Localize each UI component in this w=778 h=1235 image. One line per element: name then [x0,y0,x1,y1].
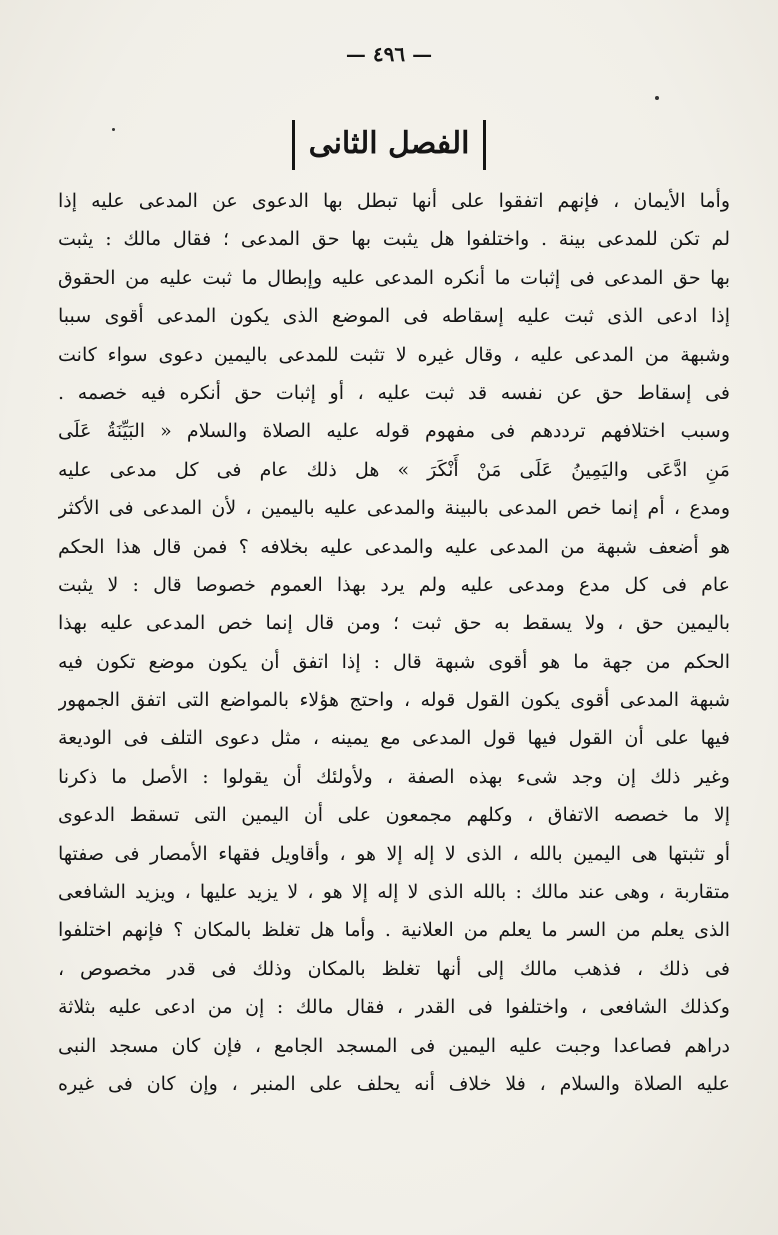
text-line: ومدع ، أم إنما خص المدعى بالبينة والمدعى عليه باليمين ، لأن المدعى فى الأكثر [58,497,730,520]
chapter-title: الفصل الثانى [292,120,487,170]
text-line: مَنِ ادَّعَى واليَمِينُ عَلَى مَنْ أَنْكَرَ » هل ذلك عام فى كل مدعى عليه [58,458,730,481]
chapter-title-wrapper [0,120,778,170]
text-line: فى ذلك ، فذهب مالك إلى أنها تغلظ بالمكان وذلك فى قدر مخصوص ، [58,957,730,980]
text-line: عام فى كل مدع ومدعى عليه ولم يرد بهذا العموم خصوصا قال : لا يثبت [58,573,730,596]
text-line: إذا ادعى الذى ثبت عليه إسقاطه فى الموضع الذى يكون المدعى أقوى سببا [58,305,730,328]
body-text [58,182,730,1103]
text-line: دراهم فصاعدا وجبت عليه اليمين فى المسجد الجامع ، فإن كان مسجد النبى [58,1034,730,1057]
text-line: وشبهة من المدعى عليه ، وقال غيره لا تثبت للمدعى باليمين دعوى سواء كانت [58,343,730,366]
text-line: هو أضعف شبهة من المدعى عليه والمدعى عليه بخلافه ؟ فمن قال هذا الحكم [58,535,730,558]
text-line: وغير ذلك إن وجد شىء بهذه الصفة ، ولأولئك أن يقولوا : الأصل ما ذكرنا [58,765,730,788]
text-line: لم تكن للمدعى بينة . واختلفوا هل يثبت بها حق المدعى ؛ فقال مالك : يثبت [58,228,730,251]
text-line: بها حق المدعى فى إثبات ما أنكره المدعى عليه وإبطال ما ثبت عليه من الحقوق [58,266,730,289]
text-line: فى إسقاط حق عن نفسه قد ثبت عليه ، أو إثبات حق أنكره فيه خصمه . [58,381,730,404]
text-line: عليه الصلاة والسلام ، فلا خلاف أنه يحلف على المنبر ، وإن كان فى غيره [58,1072,730,1095]
ink-speck [655,96,659,100]
page-number-header: — ٤٩٦ — [345,42,433,66]
text-line: متقاربة ، وهى عند مالك : بالله الذى لا إله إلا هو ، لا يزيد عليها ، ويزيد الشافعى [58,881,730,904]
text-line: وأما الأيمان ، فإنهم اتفقوا على أنها تبطل بها الدعوى عن المدعى عليه إذا [58,190,730,212]
ink-speck [112,128,115,131]
text-line: باليمين حق ، ولا يسقط به حق ثبت ؛ ومن قال إنما خص المدعى عليه بهذا [58,612,730,635]
text-line: شبهة المدعى أقوى يكون القول قوله ، واحتج هؤلاء بالمواضع التى اتفق الجمهور [58,689,730,712]
text-line: الذى يعلم من السر ما يعلم من العلانية . وأما هل تغلظ بالمكان ؟ فإنهم اختلفوا [58,919,730,942]
text-line: إلا ما خصصه الاتفاق ، وكلهم مجمعون على أن اليمين التى تسقط الدعوى [58,804,730,827]
text-line: فيها على أن القول فيها قول المدعى مع يمينه ، مثل دعوى التلف فى الوديعة [58,727,730,750]
text-line: وسبب اختلافهم ترددهم فى مفهوم قوله عليه الصلاة والسلام « البَيِّنَةُ عَلَى [58,420,730,443]
text-line: الحكم من جهة ما هو أقوى شبهة قال : إذا اتفق أن يكون موضع تكون فيه [58,650,730,673]
text-line: وكذلك الشافعى ، واختلفوا فى القدر ، فقال مالك : إن من ادعى عليه بثلاثة [58,996,730,1019]
text-line: أو تثبتها هى اليمين بالله ، الذى لا إله إلا هو ، وأقاويل فقهاء الأمصار فى صفتها [58,842,730,865]
